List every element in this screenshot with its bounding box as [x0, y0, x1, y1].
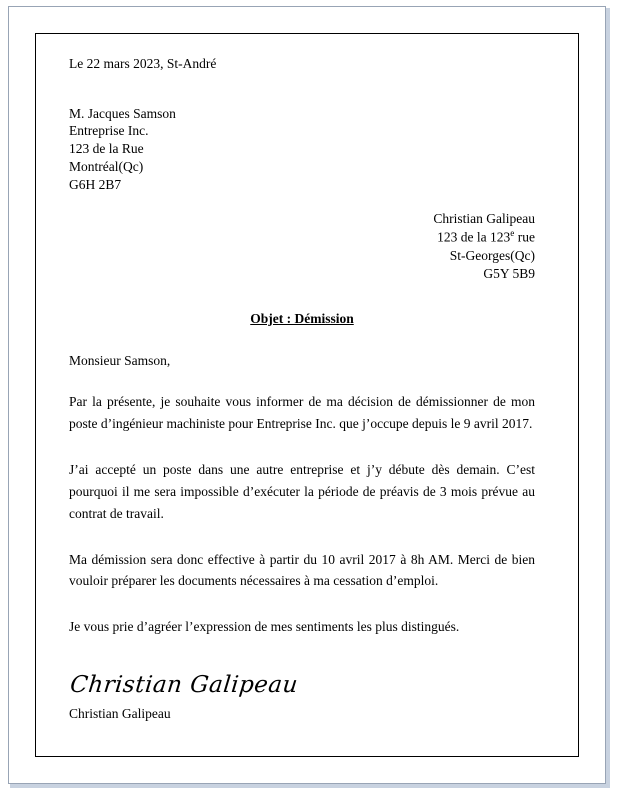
recipient-line-2: Entreprise Inc.	[69, 123, 149, 139]
letter-content	[69, 57, 535, 721]
sender-address	[69, 210, 535, 283]
paragraph-1: Par la présente, je souhaite vous informer de ma décision de démissionner de mon poste d’ingénieur machiniste pour Entreprise Inc. que j’occupe depuis le 9 avril 2017.	[69, 394, 535, 432]
sender-line-2-ordinal: e	[510, 228, 515, 239]
salutation: Monsieur Samson,	[69, 352, 171, 368]
document-page	[8, 6, 606, 784]
paragraph-2: J’ai accepté un poste dans une autre entreprise et j’y débute dès demain. C’est pourquoi il me sera impossible d’exécuter la période de préavis de 3 mois prévue au contrat de travail.	[69, 462, 535, 521]
sender-line-4: G5Y 5B9	[483, 265, 535, 281]
date-line: Le 22 mars 2023, St-André	[69, 56, 217, 71]
recipient-line-4: Montréal(Qc)	[69, 158, 144, 174]
recipient-line-3: 123 de la Rue	[69, 141, 144, 157]
sender-line-1: Christian Galipeau	[433, 210, 535, 226]
subject-text: Objet : Démission	[250, 311, 354, 327]
subject-line	[69, 312, 535, 326]
paragraph-4: Je vous prie d’agréer l’expression de mes sentiments les plus distingués.	[69, 619, 460, 635]
sender-line-2-prefix: 123 de la 123	[437, 229, 511, 245]
paragraph-3: Ma démission sera donc effective à partir du 10 avril 2017 à 8h AM. Merci de bien vouloir préparer les documents nécessaires à ma cessation d’emploi.	[69, 551, 535, 589]
recipient-line-5: G6H 2B7	[69, 176, 122, 192]
handwritten-signature: Christian Galipeau	[68, 672, 300, 699]
sender-line-2	[69, 227, 535, 246]
recipient-address	[69, 105, 535, 194]
sender-line-3: St-Georges(Qc)	[449, 247, 535, 263]
sender-line-2-suffix: rue	[514, 229, 535, 245]
signature-printed-name: Christian Galipeau	[69, 706, 171, 722]
recipient-line-1: M. Jacques Samson	[69, 105, 176, 121]
